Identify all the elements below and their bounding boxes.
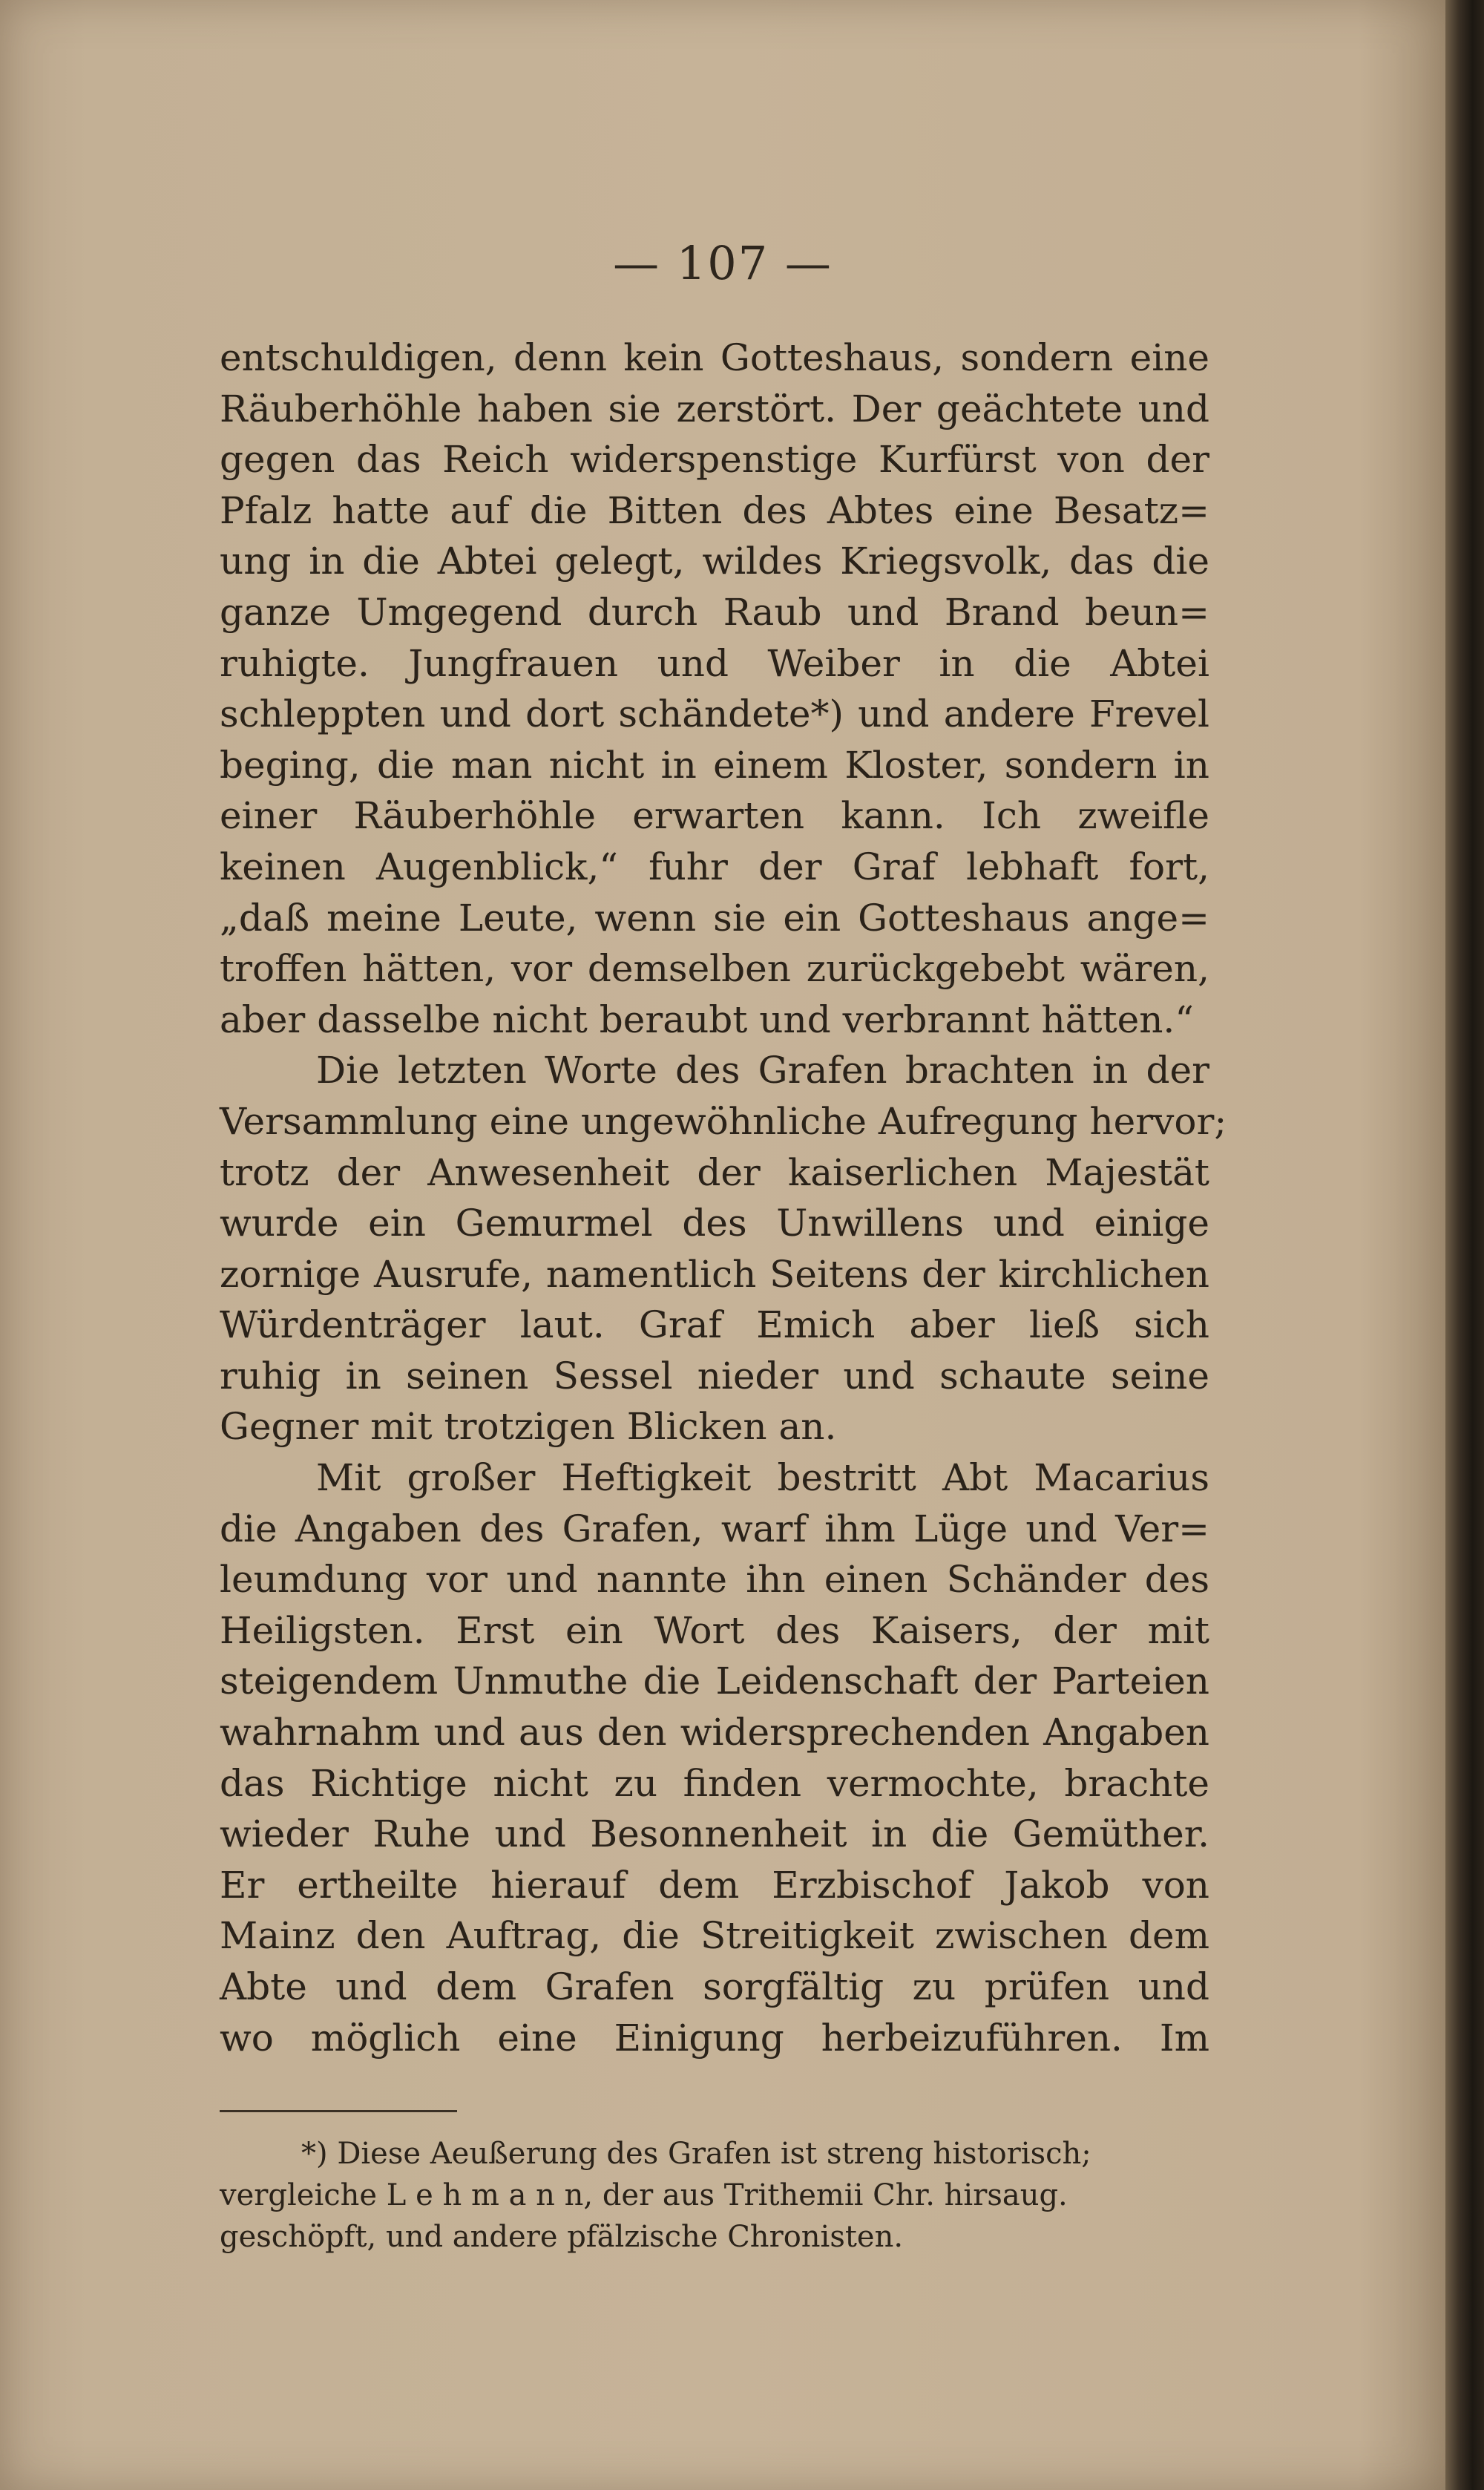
footnote-line: vergleiche L e h m a n n, der aus Trithemii Chr. hirsaug. [220,2178,1068,2212]
text-line: aber dasselbe nicht beraubt und verbrannt hätten.“ [220,997,1194,1041]
text-line: Gegner mit trotzigen Blicken an. [220,1405,837,1449]
text-line: gegen das Reich widerspenstige Kurfürst von der [220,438,1209,482]
text-line: die Angaben des Grafen, warf ihm Lüge und Ver= [220,1507,1209,1550]
body-text [220,332,1227,2063]
text-line: schleppten und dort schändete*) und andere Frevel [220,692,1209,736]
text-line: Heiligsten. Erst ein Wort des Kaisers, der mit [220,1608,1209,1652]
text-line: troffen hätten, vor demselben zurückgebebt wären, [220,947,1209,991]
text-line: wahrnahm und aus den widersprechenden Angaben [220,1711,1209,1755]
text-line: beging, die man nicht in einem Kloster, sondern in [220,743,1209,787]
text-line: ruhig in seinen Sessel nieder und schaute seine [220,1354,1209,1398]
text-line: Pfalz hatte auf die Bitten des Abtes eine Besatz= [220,488,1209,532]
text-line: Versammlung eine ungewöhnliche Aufregung hervor; [220,1099,1227,1143]
text-line: Würdenträger laut. Graf Emich aber ließ sich [220,1303,1209,1347]
text-line: ganze Umgegend durch Raub und Brand beun= [220,590,1209,634]
text-line: „daß meine Leute, wenn sie ein Gotteshaus ange= [220,896,1209,940]
text-line: Abte und dem Grafen sorgfältig zu prüfen und [220,1965,1209,2008]
text-line: entschuldigen, denn kein Gotteshaus, sondern eine [220,336,1209,379]
text-line: keinen Augenblick,“ fuhr der Graf lebhaft fort, [220,845,1209,888]
text-line: Räuberhöhle haben sie zerstört. Der geächtete und [220,387,1209,430]
text-line: das Richtige nicht zu finden vermochte, brachte [220,1761,1209,1805]
footnote-line: geschöpft, und andere pfälzische Chronisten. [220,2220,904,2254]
text-line: zornige Ausrufe, namentlich Seitens der kirchlichen [220,1252,1209,1296]
text-line: Er ertheilte hierauf dem Erzbischof Jakob von [220,1863,1209,1907]
text-line: wurde ein Gemurmel des Unwillens und einige [220,1202,1209,1245]
text-line: Mit großer Heftigkeit bestritt Abt Macarius [316,1456,1209,1500]
text-line: leumdung vor und nannte ihn einen Schänder des [220,1558,1209,1602]
page-number-header: — 107 — [613,236,833,290]
book-spine-edge [1445,0,1484,2490]
text-line: ung in die Abtei gelegt, wildes Kriegsvolk, das die [220,540,1209,583]
text-line: Mainz den Auftrag, die Streitigkeit zwischen dem [220,1914,1209,1958]
text-line: wieder Ruhe und Besonnenheit in die Gemüther. [220,1812,1209,1856]
text-line: wo möglich eine Einigung herbeizuführen. Im [220,2016,1209,2060]
text-line: trotz der Anwesenheit der kaiserlichen Majestät [220,1150,1209,1194]
text-line: steigendem Unmuthe die Leidenschaft der Parteien [220,1660,1209,1703]
footnote-divider [220,2110,457,2112]
footnote [220,2133,1209,2258]
footnote-line: *) Diese Aeußerung des Grafen ist streng historisch; [301,2137,1091,2171]
text-line: einer Räuberhöhle erwarten kann. Ich zweifle [220,794,1209,838]
text-line: ruhigte. Jungfrauen und Weiber in die Abtei [220,641,1209,685]
text-line: Die letzten Worte des Grafen brachten in der [316,1049,1209,1092]
